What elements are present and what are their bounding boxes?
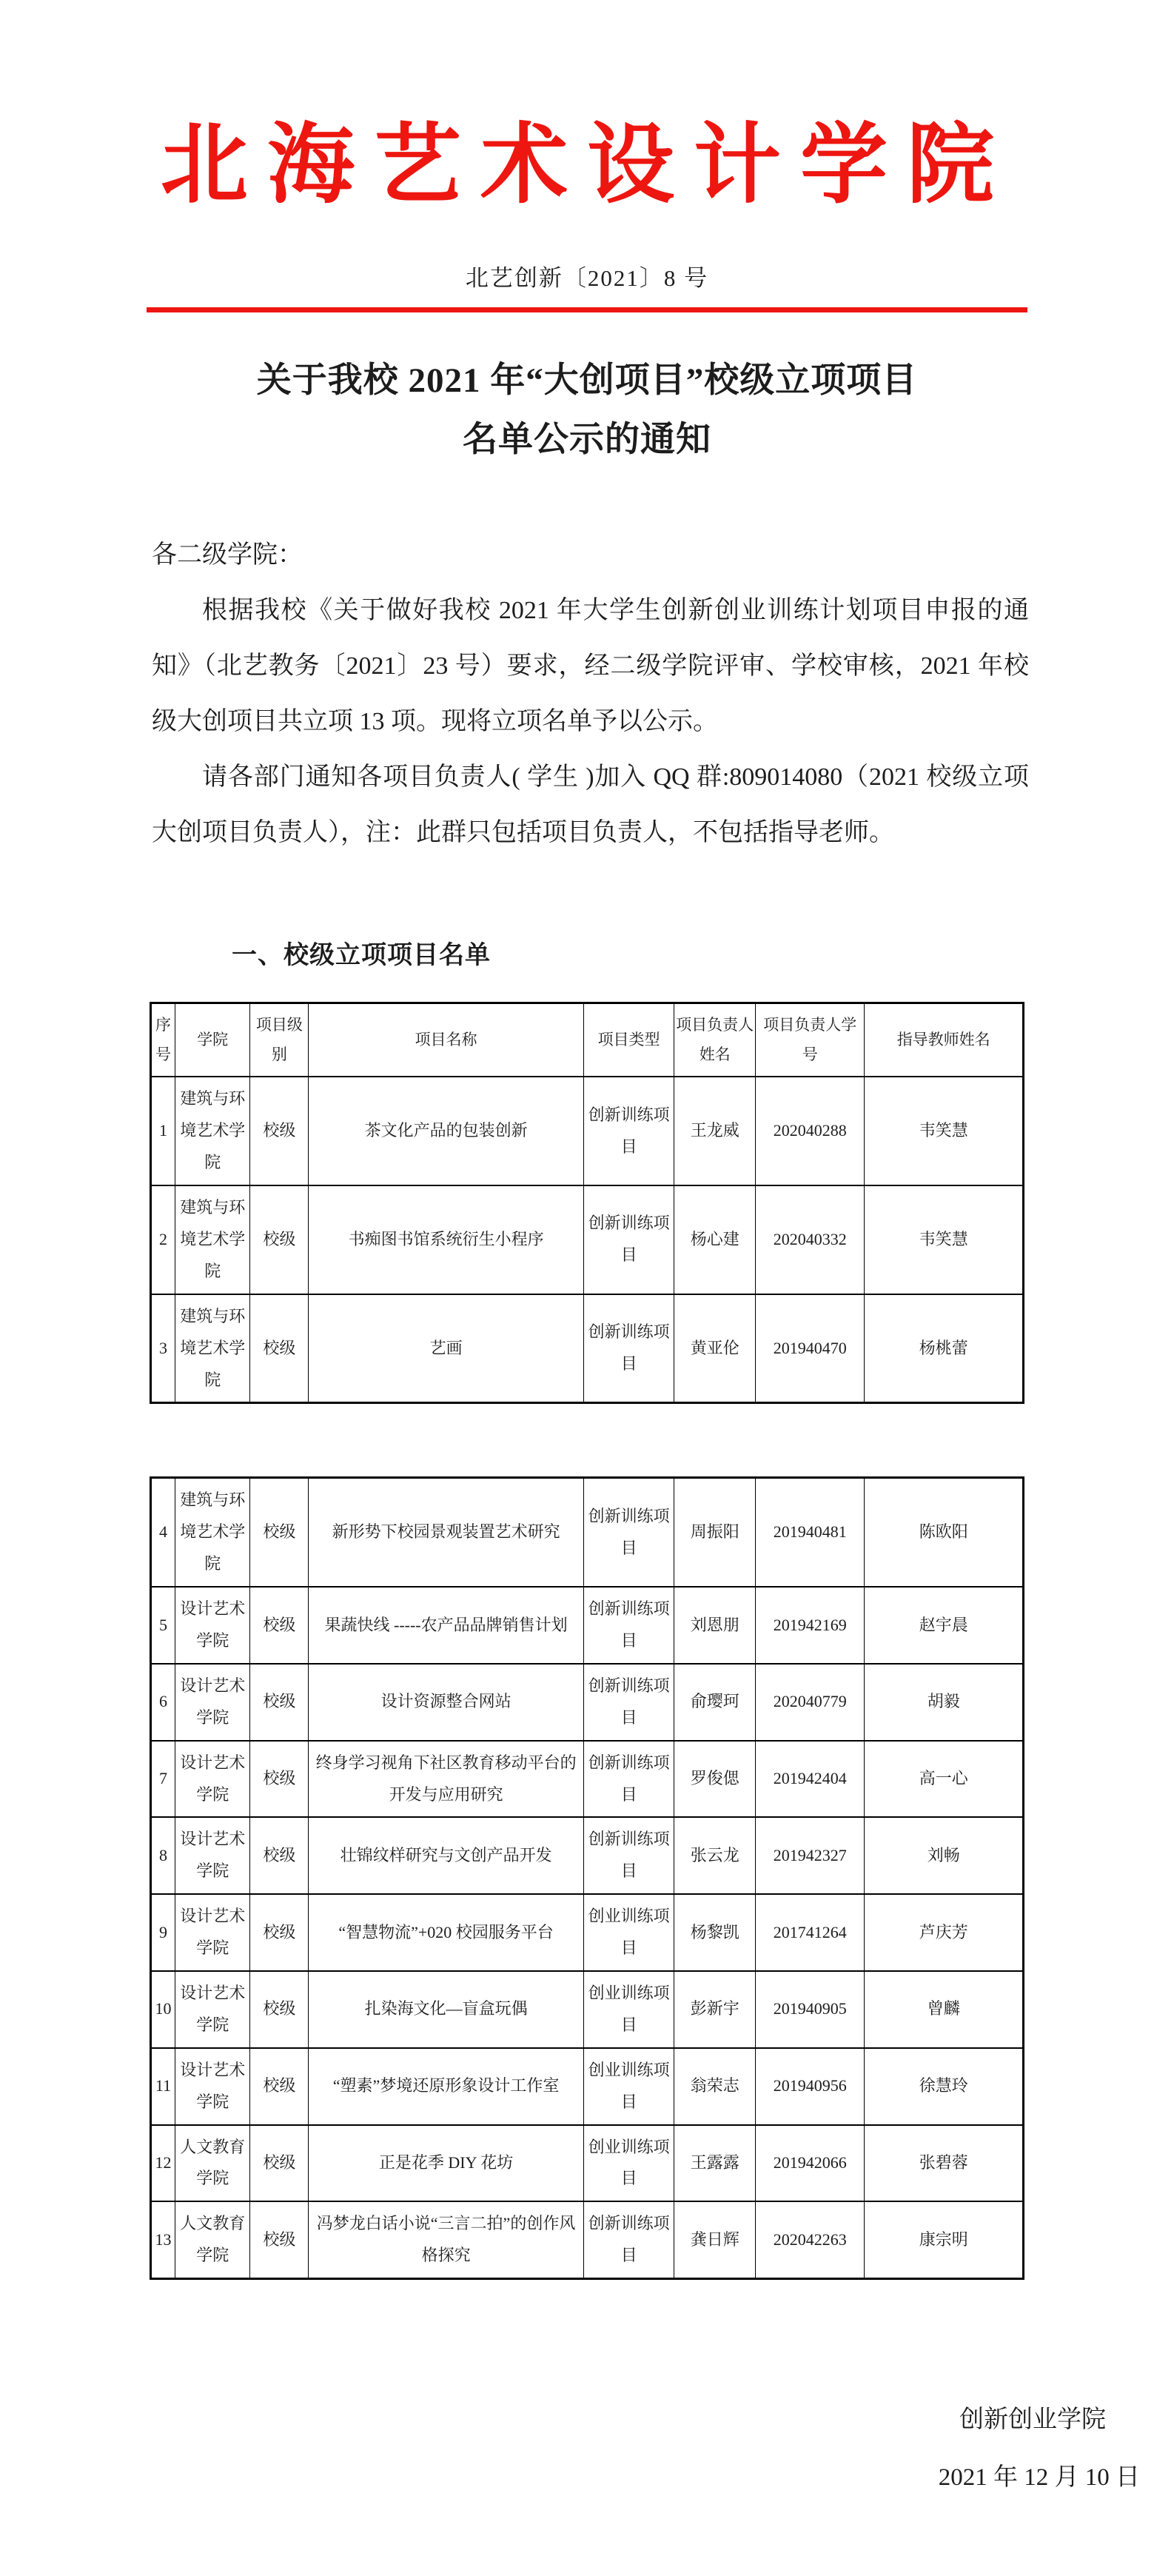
table-cell: “智慧物流”+020 校园服务平台 xyxy=(309,1894,583,1971)
table-cell: 202040332 xyxy=(756,1185,865,1294)
table-cell: 人文教育学院 xyxy=(175,2125,250,2202)
table-cell: 韦笑慧 xyxy=(865,1185,1024,1294)
table-cell: 创新训练项目 xyxy=(583,1478,674,1587)
table-cell: 校级 xyxy=(250,1971,309,2048)
table-row xyxy=(151,1478,1024,1587)
table-cell: 设计艺术学院 xyxy=(175,1894,250,1971)
table-cell: 创新训练项目 xyxy=(583,1741,674,1818)
table-row xyxy=(151,1185,1024,1294)
table-cell: 康宗明 xyxy=(865,2201,1024,2278)
table-cell: 建筑与环境艺术学院 xyxy=(175,1077,250,1185)
table-cell: 杨桃蕾 xyxy=(865,1294,1024,1403)
table-cell: 俞璎珂 xyxy=(674,1664,756,1741)
table-cell: 10 xyxy=(151,1971,175,2048)
table-cell: 艺画 xyxy=(309,1294,583,1403)
table-cell: 201942327 xyxy=(756,1817,865,1894)
notice-title xyxy=(0,351,1174,469)
table-cell: 校级 xyxy=(250,1741,309,1818)
table-cell: 张碧蓉 xyxy=(865,2125,1024,2202)
table-cell: 校级 xyxy=(250,2125,309,2202)
table-cell: 赵宇晨 xyxy=(865,1587,1024,1664)
table-cell: 201940470 xyxy=(756,1294,865,1403)
table-cell: 翁荣志 xyxy=(674,2048,756,2125)
table-row xyxy=(151,1664,1024,1741)
table-header-cell: 项目类型 xyxy=(583,1003,674,1077)
table-cell: 201940905 xyxy=(756,1971,865,2048)
table-cell: 201942066 xyxy=(756,2125,865,2202)
table-row xyxy=(151,2125,1024,2202)
table-cell: 创业训练项目 xyxy=(583,1894,674,1971)
table-cell: 5 xyxy=(151,1587,175,1664)
table-cell: 罗俊偲 xyxy=(674,1741,756,1818)
table-cell: 新形势下校园景观装置艺术研究 xyxy=(309,1478,583,1587)
table-cell: 曾麟 xyxy=(865,1971,1024,2048)
table-cell: 校级 xyxy=(250,2048,309,2125)
table-header-cell: 项目负责人姓名 xyxy=(674,1003,756,1077)
table-cell: 校级 xyxy=(250,1817,309,1894)
section-heading: 一、校级立项项目名单 xyxy=(232,941,491,969)
red-divider-rule xyxy=(147,307,1027,312)
table-cell: 12 xyxy=(151,2125,175,2202)
table-cell: 创新训练项目 xyxy=(583,1664,674,1741)
letterhead-org-name: 北海艺术设计学院 xyxy=(160,116,1013,214)
table-row xyxy=(151,1817,1024,1894)
table-cell: 201940481 xyxy=(756,1478,865,1587)
table-header-cell: 序号 xyxy=(151,1003,175,1077)
table-cell: 校级 xyxy=(250,1185,309,1294)
table-cell: 201940956 xyxy=(756,2048,865,2125)
table-cell: 创业训练项目 xyxy=(583,2125,674,2202)
table-row xyxy=(151,1294,1024,1403)
table-cell: 建筑与环境艺术学院 xyxy=(175,1478,250,1587)
table-cell: 张云龙 xyxy=(674,1817,756,1894)
table-cell: 设计艺术学院 xyxy=(175,2048,250,2125)
table-row xyxy=(151,1587,1024,1664)
table-cell: 3 xyxy=(151,1294,175,1403)
table-cell: 6 xyxy=(151,1664,175,1741)
table-cell: 2 xyxy=(151,1185,175,1294)
table-cell: 201741264 xyxy=(756,1894,865,1971)
table-row xyxy=(151,1971,1024,2048)
table-cell: 校级 xyxy=(250,1077,309,1185)
table-cell: 202042263 xyxy=(756,2201,865,2278)
table-cell: 建筑与环境艺术学院 xyxy=(175,1294,250,1403)
table-cell: 扎染海文化—盲盒玩偶 xyxy=(309,1971,583,2048)
letterhead xyxy=(0,0,1174,221)
notice-title-line2: 名单公示的通知 xyxy=(463,420,711,459)
table-cell: 设计艺术学院 xyxy=(175,1971,250,2048)
table-cell: 胡毅 xyxy=(865,1664,1024,1741)
table-cell: 芦庆芳 xyxy=(865,1894,1024,1971)
table-cell: 陈欧阳 xyxy=(865,1478,1024,1587)
table-row xyxy=(151,2201,1024,2278)
table-cell: 冯梦龙白话小说“三言二拍”的创作风格探究 xyxy=(309,2201,583,2278)
doc-number: 北艺创新〔2021〕8 号 xyxy=(465,264,709,291)
projects-table-part-2 xyxy=(150,1476,1024,2280)
table-cell: 202040779 xyxy=(756,1664,865,1741)
table-cell: “塑素”梦境还原形象设计工作室 xyxy=(309,2048,583,2125)
table-cell: 徐慧玲 xyxy=(865,2048,1024,2125)
table-cell: 校级 xyxy=(250,2201,309,2278)
table-cell: 黄亚伦 xyxy=(674,1294,756,1403)
table-cell: 龚日辉 xyxy=(674,2201,756,2278)
table-cell: 创新训练项目 xyxy=(583,1817,674,1894)
table-cell: 杨心建 xyxy=(674,1185,756,1294)
table-header xyxy=(151,1003,1024,1077)
table-header-cell: 学院 xyxy=(175,1003,250,1077)
table-header-cell: 指导教师姓名 xyxy=(865,1003,1024,1077)
table-cell: 201942404 xyxy=(756,1741,865,1818)
table-cell: 杨黎凯 xyxy=(674,1894,756,1971)
table-cell: 校级 xyxy=(250,1894,309,1971)
table-cell: 设计资源整合网站 xyxy=(309,1664,583,1741)
table-cell: 创新训练项目 xyxy=(583,1587,674,1664)
table-cell: 茶文化产品的包装创新 xyxy=(309,1077,583,1185)
table-cell: 设计艺术学院 xyxy=(175,1817,250,1894)
table-cell: 11 xyxy=(151,2048,175,2125)
table-header-cell: 项目级别 xyxy=(250,1003,309,1077)
table-cell: 13 xyxy=(151,2201,175,2278)
table-cell: 201942169 xyxy=(756,1587,865,1664)
table-cell: 校级 xyxy=(250,1587,309,1664)
table-cell: 彭新宇 xyxy=(674,1971,756,2048)
table-cell: 果蔬快线 -----农产品品牌销售计划 xyxy=(309,1587,583,1664)
table-cell: 1 xyxy=(151,1077,175,1185)
notice-body xyxy=(152,527,1029,860)
table-cell: 9 xyxy=(151,1894,175,1971)
table-cell: 韦笑慧 xyxy=(865,1077,1024,1185)
table-cell: 创新训练项目 xyxy=(583,1185,674,1294)
issuing-department: 创新创业学院 xyxy=(959,2406,1106,2434)
table-cell: 王露露 xyxy=(674,2125,756,2202)
table-header-cell: 项目负责人学号 xyxy=(756,1003,865,1077)
table-cell: 壮锦纹样研究与文创产品开发 xyxy=(309,1817,583,1894)
table-cell: 人文教育学院 xyxy=(175,2201,250,2278)
table-cell: 202040288 xyxy=(756,1077,865,1185)
table-cell: 校级 xyxy=(250,1664,309,1741)
table-cell: 创新训练项目 xyxy=(583,1077,674,1185)
table-cell: 终身学习视角下社区教育移动平台的开发与应用研究 xyxy=(309,1741,583,1818)
table-row xyxy=(151,1077,1024,1185)
table-cell: 刘畅 xyxy=(865,1817,1024,1894)
table-cell: 设计艺术学院 xyxy=(175,1587,250,1664)
table-cell: 4 xyxy=(151,1478,175,1587)
table-header-cell: 项目名称 xyxy=(309,1003,583,1077)
table-cell: 设计艺术学院 xyxy=(175,1664,250,1741)
table-cell: 创业训练项目 xyxy=(583,1971,674,2048)
table-cell: 8 xyxy=(151,1817,175,1894)
body-paragraph-2: 请各部门通知各项目负责人( 学生 )加入 QQ 群:809014080（2021 校级立项大创项目负责人），注：此群只包括项目负责人，不包括指导老师。 xyxy=(152,763,1029,846)
table-cell: 刘恩朋 xyxy=(674,1587,756,1664)
table-cell: 书痴图书馆系统衍生小程序 xyxy=(309,1185,583,1294)
table-cell: 校级 xyxy=(250,1478,309,1587)
table-cell: 创业训练项目 xyxy=(583,2048,674,2125)
issue-date: 2021 年 12 月 10 日 xyxy=(938,2464,1140,2492)
table-cell: 设计艺术学院 xyxy=(175,1741,250,1818)
table-cell: 正是花季 DIY 花坊 xyxy=(309,2125,583,2202)
projects-table-part-1 xyxy=(150,1002,1024,1405)
footer xyxy=(0,2391,1174,2506)
table-header-row xyxy=(151,1003,1024,1077)
table-row xyxy=(151,1741,1024,1818)
table-cell: 建筑与环境艺术学院 xyxy=(175,1185,250,1294)
table-cell: 周振阳 xyxy=(674,1478,756,1587)
table-row xyxy=(151,1894,1024,1971)
salutation: 各二级学院： xyxy=(152,541,303,569)
notice-title-line1: 关于我校 2021 年“大创项目”校级立项项目 xyxy=(256,361,918,400)
table-cell: 校级 xyxy=(250,1294,309,1403)
body-paragraph-1: 根据我校《关于做好我校 2021 年大学生创新创业训练计划项目申报的通知》（北艺教务〔2021〕23 号）要求，经二级学院评审、学校审核，2021 年校级大创项目共立项 13 项。现将立项名单予以公示。 xyxy=(152,596,1029,735)
table-cell: 创新训练项目 xyxy=(583,2201,674,2278)
table-cell: 王龙威 xyxy=(674,1077,756,1185)
table-cell: 7 xyxy=(151,1741,175,1818)
table-cell: 创新训练项目 xyxy=(583,1294,674,1403)
table-row xyxy=(151,2048,1024,2125)
table-cell: 高一心 xyxy=(865,1741,1024,1818)
